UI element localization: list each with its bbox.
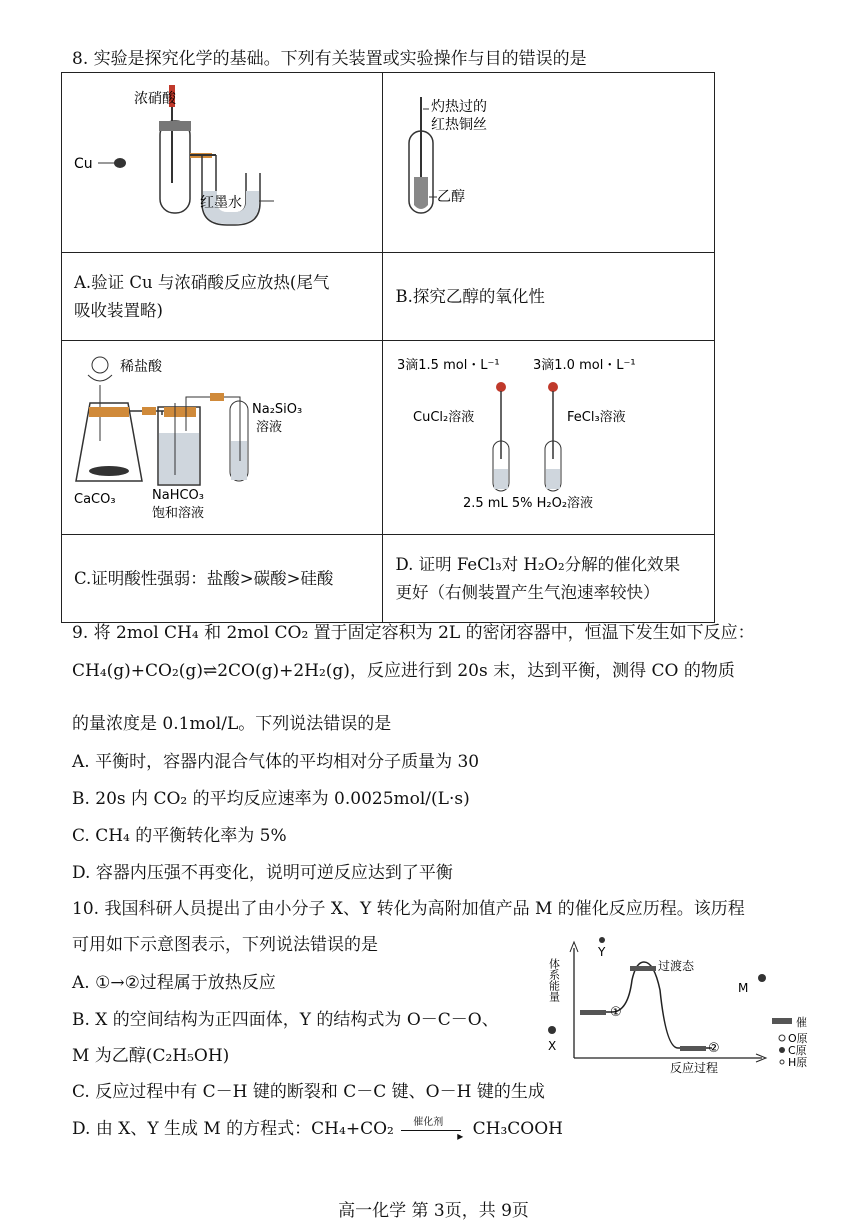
q9-stem: 9. 将 2mol CH₄ 和 2mol CO₂ 置于固定容积为 2L 的密闭容器中，恒温下发生如下反应： [72, 623, 755, 643]
energy-curve [580, 962, 712, 1048]
label-fecl3: FeCl₃溶液 [567, 410, 627, 425]
molecule-m-icon [758, 974, 766, 982]
q10-stem-2: 可用如下示意图表示，下列说法错误的是 [72, 935, 378, 955]
step1-label: ① [610, 1005, 622, 1020]
q9-option-d: D. 容器内压强不再变化，说明可逆反应达到了平衡 [72, 863, 453, 883]
q8-fig-c [62, 341, 382, 525]
molecule-y-icon [599, 937, 605, 943]
q8-stem: 8. 实验是探究化学的基础。下列有关装置或实验操作与目的错误的是 [72, 49, 587, 69]
label-na2sio3-1: Na₂SiO₃ [252, 402, 303, 417]
y-label: Y [598, 945, 606, 959]
label-ink: 红墨水 [200, 195, 242, 211]
label-ethanol: 乙醇 [437, 189, 466, 205]
label-hcl: 稀盐酸 [120, 359, 162, 375]
legend-c: C原 [788, 1044, 807, 1057]
q9-option-c: C. CH₄ 的平衡转化率为 5% [72, 826, 287, 846]
q8-option-d: D. 证明 FeCl₃对 H₂O₂分解的催化效果 更好（右侧装置产生气泡速率较快） [383, 535, 715, 623]
q10-energy-diagram [532, 930, 832, 1080]
q9-equation: CH₄(g)+CO₂(g)⇌2CO(g)+2H₂(g) [72, 661, 350, 681]
q8-fig-d [383, 341, 713, 525]
catalyst-block-ts [630, 966, 656, 971]
label-nahco3-2: 饱和溶液 [152, 506, 205, 521]
q9-option-a: A. 平衡时，容器内混合气体的平均相对分子质量为 30 [72, 752, 480, 772]
y-axis-label: 体系能量 [547, 958, 561, 1002]
q10-option-b-1: B. X 的空间结构为正四面体，Y 的结构式为 O－C－O、 [72, 1010, 499, 1030]
legend-o-atom-icon [779, 1035, 785, 1041]
molecule-x-icon [548, 1026, 556, 1034]
m-label: M [738, 981, 749, 995]
label-wire-1: 灼热过的 [431, 99, 488, 115]
test-tube-icon [160, 121, 190, 213]
funnel-stopcock-icon [92, 357, 108, 373]
label-left-drops: 3滴1.5 mol・L⁻¹ [397, 358, 501, 373]
q8-option-b: B.探究乙醇的氧化性 [383, 253, 715, 341]
ts-label: 过渡态 [658, 959, 695, 973]
legend-o: O原 [788, 1032, 808, 1045]
q9-option-b: B. 20s 内 CO₂ 的平均反应速率为 0.0025mol/(L·s) [72, 789, 470, 809]
q8-fig-a [62, 73, 382, 243]
q9-stem-cont: ，反应进行到 20s 末，达到平衡，测得 CO 的物质 [349, 661, 735, 681]
catalyst-block-1 [580, 1010, 606, 1015]
q10-stem-1: 10. 我国科研人员提出了由小分子 X、Y 转化为高附加值产品 M 的催化反应历程。该历程 [72, 899, 745, 919]
legend-c-atom-icon [779, 1047, 785, 1053]
label-cu: Cu [74, 156, 93, 172]
q9-stem-cont2: 的量浓度是 0.1mol/L。下列说法错误的是 [72, 714, 392, 734]
catalyst-label: 催化剂 [413, 1116, 444, 1128]
q8-option-c: C.证明酸性强弱：盐酸>碳酸>硅酸 [62, 535, 383, 623]
copper-coil-icon [414, 177, 428, 209]
label-right-drops: 3滴1.0 mol・L⁻¹ [533, 358, 637, 373]
x-axis-label: 反应过程 [670, 1061, 719, 1075]
q8-fig-d-cell [383, 341, 715, 535]
legend-h-atom-icon [780, 1060, 784, 1064]
q8-fig-b [383, 73, 713, 243]
dropper-left-icon [496, 382, 506, 392]
arrow-icon [401, 1130, 461, 1131]
q9-equation-line [72, 659, 735, 683]
label-caco3: CaCO₃ [74, 492, 116, 507]
step2-label: ② [708, 1041, 720, 1056]
q8-option-a: A.验证 Cu 与浓硝酸反应放热(尾气 吸收装置略) [62, 253, 383, 341]
label-wire-2: 红热铜丝 [431, 117, 488, 133]
q10-option-b-2: M 为乙醇(C₂H₅OH) [72, 1046, 230, 1066]
label-nahco3-1: NaHCO₃ [152, 488, 204, 503]
page-footer: 高一化学 第 3页，共 9页 [338, 1201, 529, 1221]
q8-options-table [61, 72, 715, 623]
dropper-right-icon [548, 382, 558, 392]
label-h2o2: 2.5 mL 5% H₂O₂溶液 [463, 496, 594, 511]
label-cucl2: CuCl₂溶液 [413, 410, 475, 425]
legend-catalyst-swatch [772, 1018, 792, 1024]
q10-option-c: C. 反应过程中有 C－H 键的断裂和 C－C 键、O－H 键的生成 [72, 1082, 545, 1102]
x-label: X [548, 1039, 557, 1053]
q10-option-d: D. 由 X、Y 生成 M 的方程式：CH₄+CO₂ 催化剂 ▸ CH₃COOH [72, 1117, 563, 1141]
q10-option-a: A. ①→②过程属于放热反应 [72, 973, 276, 993]
catalyst-block-2 [680, 1046, 706, 1051]
legend-catalyst: 催 [796, 1016, 807, 1029]
label-acid: 浓硝酸 [134, 91, 176, 107]
label-na2sio3-2: 溶液 [256, 420, 283, 435]
q8-fig-c-cell [62, 341, 383, 535]
q8-fig-b-cell [383, 73, 715, 253]
legend-h: H原 [788, 1056, 808, 1069]
q8-fig-a-cell [62, 73, 383, 253]
